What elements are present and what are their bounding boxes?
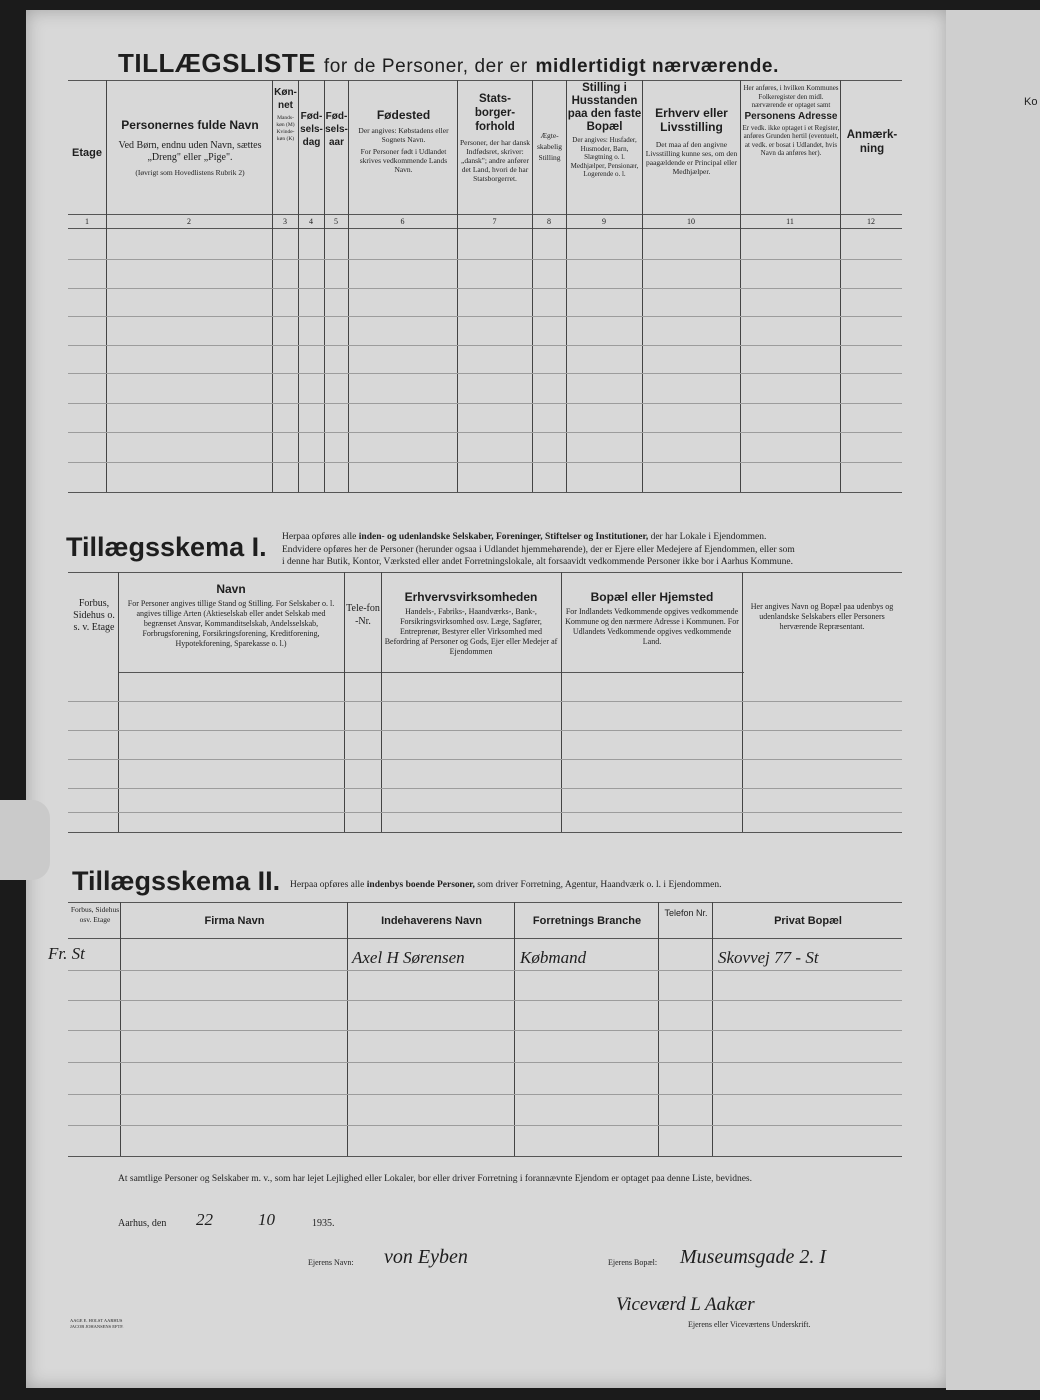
t1-col11-sub: Er vedk. ikke optaget i et Register, anføres Grunden hertil (eventuelt, at vedk. er bosat i Udlandet, hvis Navn da anføres her). (742, 123, 840, 157)
t1-col2-head: Personernes fulde Navn (121, 118, 259, 132)
title-part-b: midlertidigt nærværende. (535, 56, 779, 77)
t1-col7-header (458, 92, 532, 183)
t3-col4-head: Forretnings Branche (532, 915, 642, 927)
skema1-intro-line2: Endvidere opføres her de Personer (herunder ogsaa i Udlandet hjemmehørende), der er Ejere eller Medejere af Ejendommen, eller som (282, 544, 795, 555)
table2-top-rule (68, 572, 902, 573)
t1-col6-head: Fødested (376, 108, 431, 122)
skema2-intro: Herpaa opføres alle indenbys boende Personer, som driver Forretning, Agentur, Haandværk o. l. i Ejendommen. (290, 880, 722, 890)
t1-col9-header (567, 82, 642, 179)
t2-col-divider (742, 572, 743, 832)
row1-indehaver: Axel H Sørensen (352, 948, 465, 967)
t2-col3-head: Tele-fon-Nr. (346, 603, 380, 627)
table3-header-rule (68, 938, 902, 939)
t1-row-rule (68, 316, 902, 317)
t2-col4-sub: Handels-, Fabriks-, Haandværks-, Bank-, Forsikringsvirksomhed osv. Læge, Sagfører, Entreprenør, Bestyrer eller Virksomhed med Befordring af Personer og Gods, Ejer eller Medejer af Ejendommen (384, 607, 558, 656)
t1-col11-header (742, 84, 840, 158)
t1-col10-sub: Det maa af den angivne Livsstilling kunne ses, om den paagældende er Principal eller Medhjælper. (645, 140, 738, 176)
t1-colnum: 2 (187, 217, 191, 226)
t1-colnum: 1 (85, 217, 89, 226)
t3-col6-head: Privat Bopæl (774, 915, 842, 927)
table1-header-rule (68, 214, 902, 215)
t1-col3-header (273, 86, 298, 143)
table3-bottom-rule (68, 1156, 902, 1157)
t2-col2-sub: For Personer angives tillige Stand og Stilling. For Selskaber o. l. angives tillige Arten (Aktieselskab eller andet Selskab med begrænset Ansvar, Kommanditselskab, Andelsselskab, Forbrugsforening, Forsikringsforening, Kreditforening, Hypotekforening, Sparekasse o. l.) (127, 599, 335, 648)
t3-col-divider (658, 902, 659, 1156)
t1-colnum: 6 (400, 217, 405, 226)
t1-row-rule (68, 345, 902, 346)
t3-col-divider (514, 902, 515, 1156)
table1-bottom-rule (68, 492, 902, 493)
skema1-intro-line1: Herpaa opføres alle inden- og udenlandske Selskaber, Foreninger, Stiftelser og Institutioner, der har Lokale i Ejendommen. (282, 532, 767, 542)
t2-col-divider (344, 572, 345, 832)
t1-colnum: 5 (334, 217, 338, 226)
t1-row-rule (68, 403, 902, 404)
t1-col-divider (840, 80, 841, 492)
declaration-text: At samtlige Personer og Selskaber m. v., som har lejet Lejlighed eller Lokaler, bor eller driver Forretning i forannævnte Ejendom er optaget paa denne Liste, bevidnes. (118, 1174, 752, 1184)
t2-row-rule (68, 701, 902, 702)
t3-col3-head: Indehaverens Navn (381, 915, 482, 927)
t2-row-rule (68, 812, 902, 813)
t1-row-rule (68, 288, 902, 289)
t3-row-rule (68, 1125, 902, 1126)
row1-bopael: Skovvej 77 - St (718, 948, 819, 967)
t1-colnum: 9 (602, 217, 606, 226)
t1-col9-head: Stilling i Husstanden paa den faste Bopæl (567, 82, 642, 133)
t1-col10-head: Erhverv eller Livsstilling (655, 106, 728, 134)
skema2-title: Tillægsskema II. (72, 866, 281, 896)
date-day: 22 (196, 1210, 213, 1229)
owner-address: Museumsgade 2. I (680, 1246, 827, 1268)
t1-col5-head: Fød-sels-aar (325, 111, 348, 148)
t2-row-rule (68, 759, 902, 760)
title-part-a: for de Personer, der er (323, 56, 528, 77)
t3-col-divider (712, 902, 713, 1156)
place-label: Aarhus, den (118, 1218, 167, 1229)
t1-col6-sub: Der angives: Købstadens eller Sognets Navn. (358, 126, 449, 144)
t2-col-divider (118, 572, 119, 832)
date-year: 1935. (312, 1218, 335, 1229)
t1-col-divider (740, 80, 741, 492)
t2-col5-header (563, 590, 741, 647)
t2-col5-head: Bopæl eller Hjemsted (590, 590, 714, 604)
t1-col1-head: Etage (72, 147, 102, 159)
t3-row-rule (68, 1062, 902, 1063)
t3-row-rule (68, 1094, 902, 1095)
title-bold: TILLÆGSLISTE (118, 48, 317, 78)
t2-col5-sub: For Indlandets Vedkommende opgives vedkommende Kommune og den nærmere Adresse i Kommunen. For Udlandets Vedkommende opgives vedkommende Land. (565, 607, 739, 646)
t3-row-rule (68, 970, 902, 971)
t1-colnum: 4 (309, 217, 313, 226)
t2-col6-sub: Her angives Navn og Bopæl paa udenbys og udenlandske Selskabers eller Personers herværende Repræsentant. (750, 602, 894, 631)
skema1-intro (282, 531, 902, 569)
t1-col9-sub: Der angives: Husfader, Husmoder, Barn, Slægtning o. l. Medhjælper, Pensionær, Logerende o. l. (570, 136, 639, 178)
adjacent-page (946, 10, 1040, 1390)
t3-row-rule (68, 1030, 902, 1031)
skema1-title: Tillægsskema I. (66, 532, 267, 562)
t3-col-divider (120, 902, 121, 1156)
t1-col10-header (643, 106, 740, 176)
t1-col2-sub: Ved Børn, endnu uden Navn, sættes „Dreng" eller „Pige". (118, 140, 262, 163)
printer-mark: AAGE E. HOLST AARHUS JACOB JOHANSENS EFTF. (70, 1318, 124, 1329)
t1-col-divider (348, 80, 349, 492)
owner-address-label: Ejerens Bopæl: (608, 1258, 658, 1267)
t1-col3-sub: Mands-køn (M) Kvinde-køn (K) (276, 115, 295, 142)
t3-row-rule (68, 1000, 902, 1001)
table1-num-rule (68, 228, 902, 229)
t1-row-rule (68, 432, 902, 433)
date-month: 10 (258, 1210, 275, 1229)
owner-name: von Eyben (384, 1246, 468, 1268)
t3-col5-head: Telefon Nr. (664, 908, 708, 918)
adjacent-page-text: Ko (1024, 96, 1038, 108)
row1-branche: Købmand (520, 948, 587, 967)
table2-bottom-rule (68, 832, 902, 833)
t1-col2-header (108, 118, 272, 177)
t1-colnum: 8 (547, 217, 551, 226)
t1-row-rule (68, 259, 902, 260)
t2-col4-head: Erhvervsvirksomheden (404, 590, 538, 604)
t2-col-divider (381, 572, 382, 832)
t1-col4-head: Fød-sels-dag (300, 111, 323, 148)
t1-colnum: 12 (867, 217, 875, 226)
t1-col8-sub: Ægte-skabelig Stilling (537, 131, 562, 162)
t1-col6-sub2: For Personer født i Udlandet skrives vedkommende Lands Navn. (359, 147, 448, 174)
row1-etage: Fr. St (48, 944, 85, 963)
owner-name-label: Ejerens Navn: (308, 1258, 354, 1267)
t1-col11-head: Personens Adresse (744, 110, 838, 122)
tillaegsliste-title (118, 48, 878, 79)
t1-row-rule (68, 462, 902, 463)
t2-col2-head: Navn (216, 582, 246, 596)
t1-col3-head: Køn-net (274, 87, 297, 111)
t2-col-divider (561, 572, 562, 832)
t1-col7-head: Stats-borger-forhold (474, 93, 516, 133)
t2-col4-header (383, 590, 559, 657)
t1-colnum: 11 (786, 217, 794, 226)
t2-col2-header (120, 582, 342, 649)
t1-col2-sub2: (Iøvrigt som Hovedlistens Rubrik 2) (135, 168, 245, 177)
t1-col-divider (106, 80, 107, 492)
table1-top-rule (68, 80, 902, 81)
t1-col7-sub: Personer, der har dansk Indfødsret, skriver: „dansk"; andre anfører det Land, hvori de har Statsborgerret. (459, 138, 531, 183)
table2-header-rule (118, 672, 744, 673)
t3-col1-head: Forbus, Sidehus osv. Etage (70, 905, 120, 924)
t3-col-divider (347, 902, 348, 1156)
skema1-intro-line3: i denne har Butik, Kontor, Værksted eller andet Forretningslokale, alt forsaavidt vedkommende Personer ikke bor i Aarhus Kommune. (282, 557, 794, 567)
t1-row-rule (68, 373, 902, 374)
t2-row-rule (68, 730, 902, 731)
signature: Viceværd L Aakær (616, 1294, 755, 1315)
table3-top-rule (68, 902, 902, 903)
t1-col12-head: Anmærk-ning (846, 129, 898, 155)
t1-col11-pre: Her anføres, i hvilken Kommunes Folkeregister den midl. nærværende er optaget samt (743, 84, 839, 109)
t1-colnum: 3 (283, 217, 287, 226)
t3-col2-head: Firma Navn (204, 915, 265, 927)
t2-row-rule (68, 788, 902, 789)
binding-tab (0, 800, 50, 880)
t1-col6-header (350, 108, 457, 174)
t1-colnum: 7 (492, 217, 497, 226)
t1-colnum: 10 (687, 217, 695, 226)
t2-col1-head: Forbus, Sidehus o. s. v. Etage (73, 598, 115, 633)
signature-label: Ejerens eller Viceværtens Underskrift. (688, 1320, 811, 1329)
